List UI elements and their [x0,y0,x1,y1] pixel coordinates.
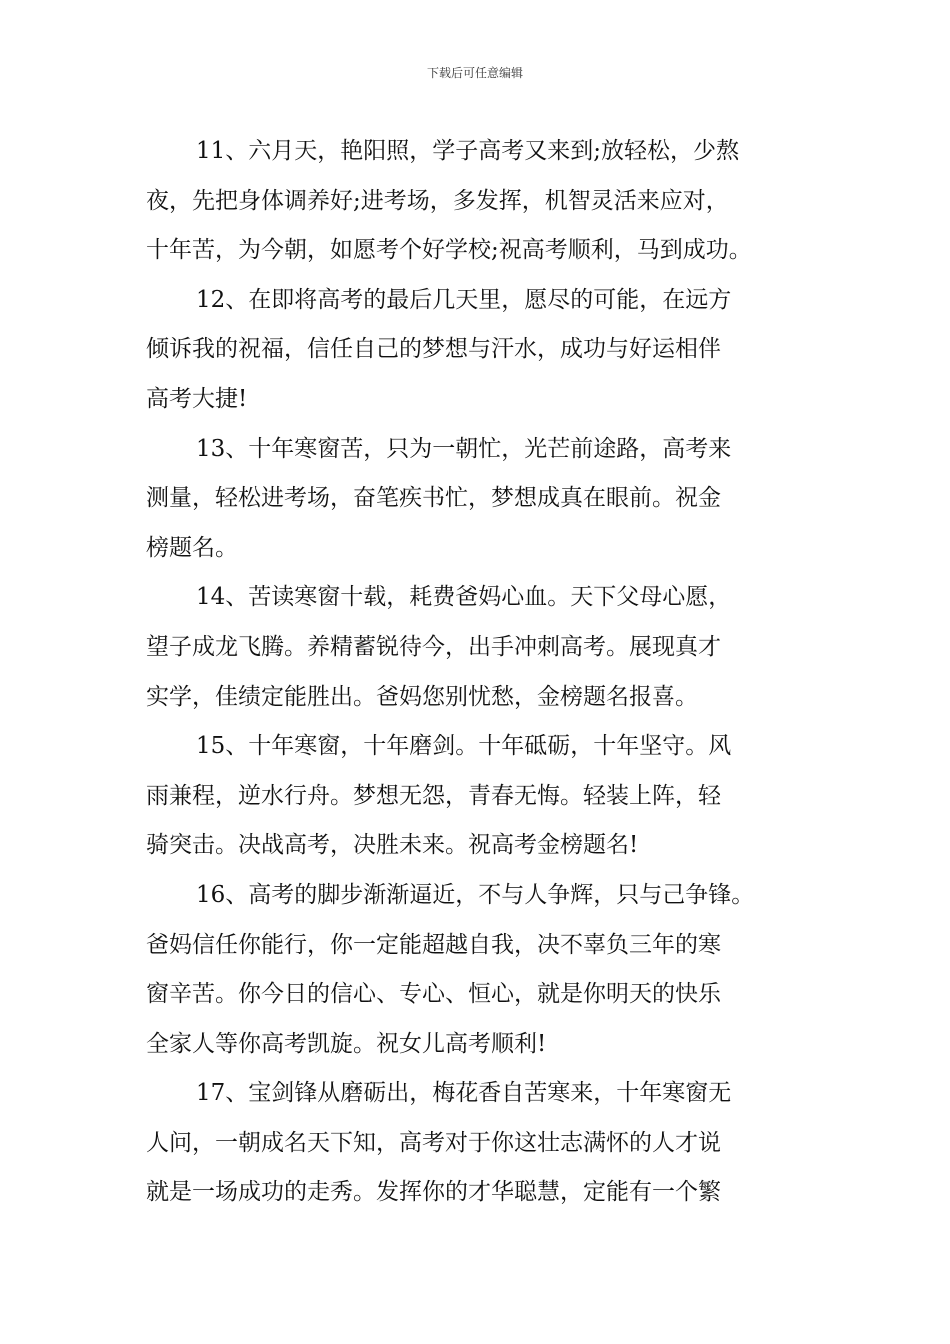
paragraph-line: 高考大捷! [146,385,248,412]
paragraph-line: 夜，先把身体调养好;进考场，多发挥，机智灵活来应对， [146,187,729,214]
paragraph-line: 12、在即将高考的最后几天里，愿尽的可能，在远方 [196,286,732,313]
paragraph-line: 爸妈信任你能行，你一定能超越自我，决不辜负三年的寒 [146,931,721,958]
paragraph-13 [146,425,810,574]
document-body [146,127,810,1218]
paragraph-line: 骑突击。决战高考，决胜未来。祝高考金榜题名! [146,832,639,859]
page-header: 下载后可任意编辑 [426,66,523,80]
paragraph-line: 11、六月天，艳阳照，学子高考又来到;放轻松，少熬 [196,138,740,164]
paragraph-line: 人问，一朝成名天下知，高考对于你这壮志满怀的人才说 [146,1129,721,1156]
paragraph-line: 15、十年寒窗，十年磨剑。十年砥砺，十年坚守。风 [196,733,732,760]
paragraph-line: 实学，佳绩定能胜出。爸妈您别忧愁，金榜题名报喜。 [146,683,698,710]
paragraph-line: 雨兼程，逆水行舟。梦想无怨，青春无悔。轻装上阵，轻 [146,782,721,809]
paragraph-line: 测量，轻松进考场，奋笔疾书忙，梦想成真在眼前。祝金 [146,485,721,512]
paragraph-14 [146,573,810,722]
paragraph-line: 就是一场成功的走秀。发挥你的才华聪慧，定能有一个繁 [146,1179,721,1206]
paragraph-16 [146,871,810,1069]
paragraph-17 [146,1069,810,1218]
paragraph-line: 17、宝剑锋从磨砺出，梅花香自苦寒来，十年寒窗无 [196,1080,732,1107]
paragraph-line: 16、高考的脚步渐渐逼近，不与人争辉，只与己争锋。 [196,881,755,908]
paragraph-line: 全家人等你高考凯旋。祝女儿高考顺利! [146,1030,547,1057]
paragraph-line: 十年苦，为今朝，如愿考个好学校;祝高考顺利，马到成功。 [146,237,752,264]
paragraph-line: 13、十年寒窗苦，只为一朝忙，光芒前途路，高考来 [196,435,732,462]
paragraph-12 [146,276,810,425]
paragraph-line: 窗辛苦。你今日的信心、专心、恒心，就是你明天的快乐 [146,981,721,1008]
paragraph-line: 14、苦读寒窗十载，耗费爸妈心血。天下父母心愿， [196,584,732,611]
paragraph-line: 望子成龙飞腾。养精蓄锐待今，出手冲刺高考。展现真才 [146,633,721,660]
paragraph-15 [146,722,810,871]
paragraph-line: 榜题名。 [146,534,238,561]
paragraph-11 [146,127,810,276]
paragraph-line: 倾诉我的祝福，信任自己的梦想与汗水，成功与好运相伴 [146,336,721,363]
